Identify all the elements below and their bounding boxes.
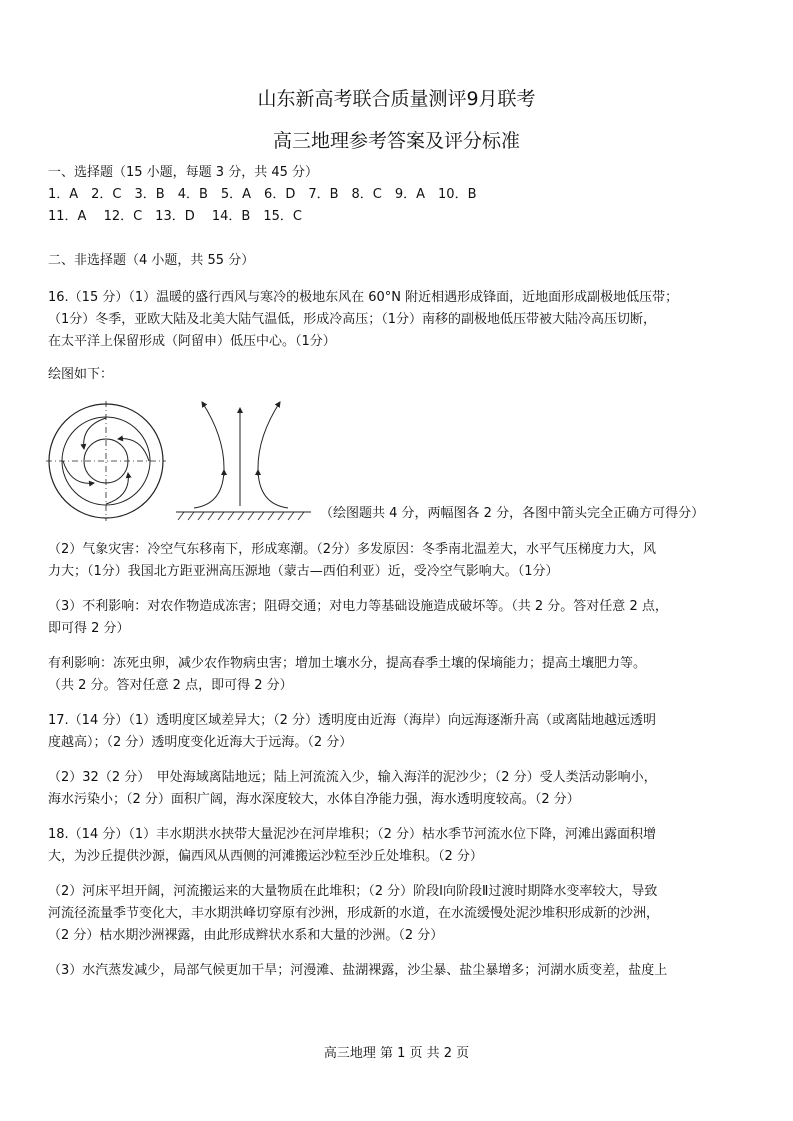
q16-text-line: （3）不利影响：对农作物造成冻害；阻碍交通；对电力等基础设施造成破坏等。（共 2 分。答对任意 2 点， [48, 599, 668, 614]
section1-heading: 一、选择题（15 小题，每题 3 分，共 45 分） [48, 165, 319, 180]
q18-text-line: 河流径流量季节变化大，丰水期洪峰切穿原有沙洲，形成新的水道，在水流缓慢处泥沙堆积形成新的沙洲， [48, 906, 660, 921]
q16-text-line: 在太平洋上保留形成（阿留申）低压中心。（1分） [48, 334, 336, 349]
q17-text-line: 度越高）；（2 分）透明度变化近海大于远海。（2 分） [48, 735, 353, 750]
q16-text-line: 力大；（1分）我国北方距亚洲高压源地（蒙古—西伯利亚）近，受冷空气影响大。（1分） [48, 564, 559, 579]
q16-draw-label: 绘图如下： [48, 367, 114, 382]
q18-text-line: 大，为沙丘提供沙源，偏西风从西侧的河滩搬运沙粒至沙丘处堆积。（2 分） [48, 849, 483, 864]
q16-text-line: （共 2 分。答对任意 2 点，即可得 2 分） [48, 678, 293, 693]
q17-text-line: 海水污染小；（2 分）面积广阔，海水深度较大，水体自净能力强，海水透明度较高。（2 分） [48, 792, 580, 807]
q16-text-line: 有利影响：冻死虫卵，减少农作物病虫害；增加土壤水分，提高春季土壤的保墒能力；提高土壤肥力等。 [48, 656, 647, 671]
q16-draw-note: （绘图题共 4 分，两幅图各 2 分，各图中箭头完全正确方可得分） [320, 506, 705, 521]
answers-row-2: 11．A 12．C 13．D 14．B 15．C [48, 209, 302, 224]
q16-text-line: 即可得 2 分） [48, 621, 130, 636]
page-footer: 高三地理 第 1 页 共 2 页 [323, 1046, 470, 1061]
q16-text-line: 16.（15 分）（1）温暖的盛行西风与寒冷的极地东风在 60°N 附近相遇形成锋面，近地面形成副极地低压带； [48, 290, 679, 305]
airflow-vertical-diagram [176, 396, 316, 521]
q16-text-line: （2）气象灾害：冷空气东移南下，形成寒潮。（2分）多发原因：冬季南北温差大，水平气压梯度力大，风 [48, 542, 657, 557]
page-title: 山东新高考联合质量测评9月联考 [257, 88, 536, 110]
q18-text-line: （2 分）枯水期沙洲裸露，由此形成辫状水系和大量的沙洲。（2 分） [48, 928, 444, 943]
pressure-circle-diagram [46, 401, 166, 521]
section2-heading: 二、非选择题（4 小题，共 55 分） [48, 253, 255, 268]
q18-text-line: （2）河床平坦开阔，河流搬运来的大量物质在此堆积；（2 分）阶段Ⅰ向阶段Ⅱ过渡时期降水变率较大，导致 [48, 884, 658, 899]
q17-text-line: （2）32（2 分） 甲处海域离陆地远；陆上河流流入少，输入海洋的泥沙少；（2 分）受人类活动影响小， [48, 770, 657, 785]
page-subtitle: 高三地理参考答案及评分标准 [272, 130, 520, 152]
q16-text-line: （1分）冬季，亚欧大陆及北美大陆气温低，形成冷高压；（1分）南移的副极地低压带被大陆冷高压切断， [48, 312, 657, 327]
q18-text-line: 18.（14 分）（1）丰水期洪水挟带大量泥沙在河岸堆积；（2 分）枯水季节河流水位下降，河滩出露面积增 [48, 827, 657, 842]
q17-text-line: 17.（14 分）（1）透明度区域差异大；（2 分）透明度由近海（海岸）向远海逐渐升高（或离陆地越远透明 [48, 713, 657, 728]
q18-text-line: （3）水汽蒸发减少，局部气候更加干旱；河漫滩、盐湖裸露，沙尘暴、盐尘暴增多；河湖水质变差，盐度上 [48, 963, 668, 978]
answers-row-1: 1．A 2．C 3．B 4．B 5．A 6．D 7．B 8．C 9．A 10．B [48, 187, 477, 202]
